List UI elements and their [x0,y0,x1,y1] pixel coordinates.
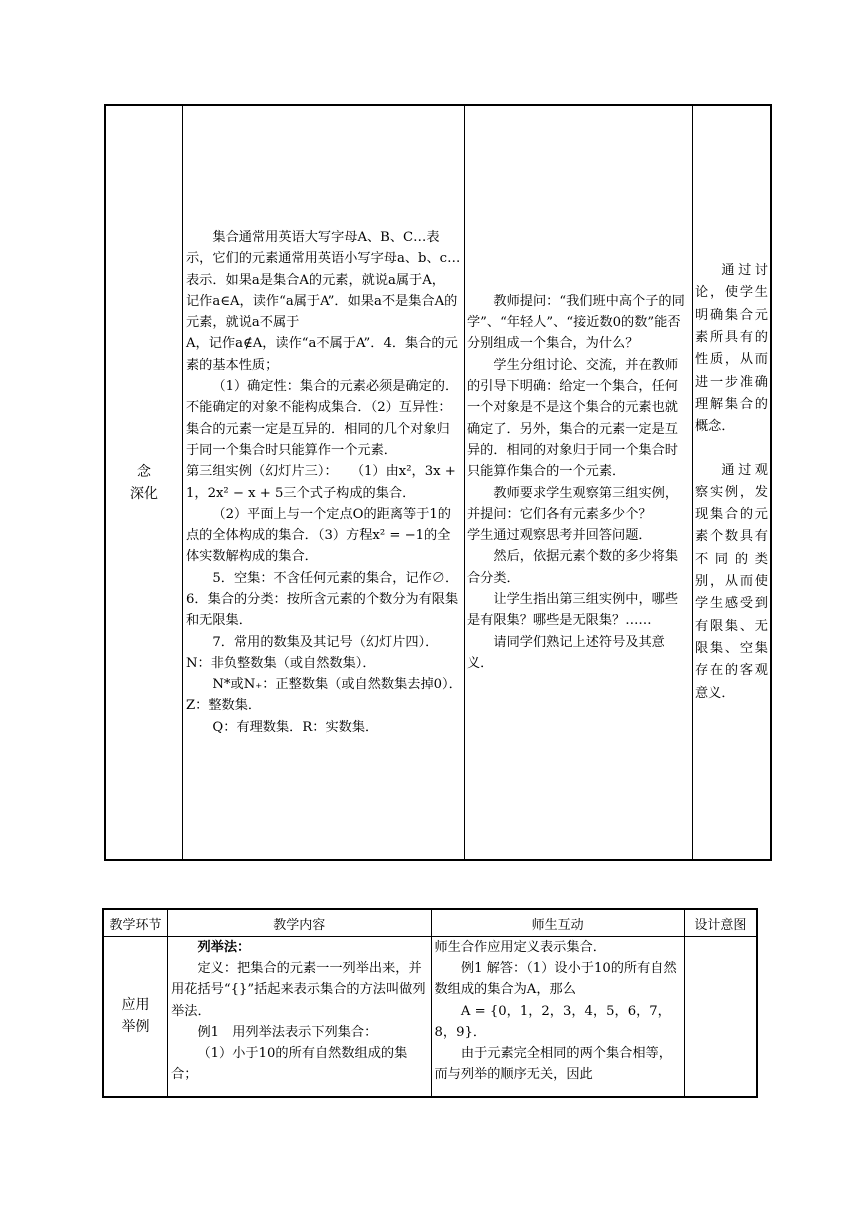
header-interaction: 师生互动 [431,909,684,937]
interaction-para: 师生合作应用定义表示集合． [434,940,606,955]
teacher-student-interaction-cell [431,937,684,1097]
content-para: 记作a∈A，读作“a属于A”．如果a不是集合A的元素，就说a不属于 [186,293,458,331]
interaction-para: 例1 解答：（1）设小于10的所有自然数组成的集合为A，那么 [434,961,677,998]
interaction-para: 然后，依据元素个数的多少将集合分类． [467,549,679,586]
interaction-para: A = {0，1，2，3，4，5，6，7，8，9}． [434,1003,671,1040]
design-para: 通过观察实例，发现集合的元素个数具有不同的类别，从而使学生感受到有限集、无限集、空集存在的客观意义． [695,462,768,701]
header-content: 教学内容 [168,909,431,937]
content-para: 定义：把集合的元素一一列举出来，并用花括号“{}”括起来表示集合的方法叫做列举法． [171,961,426,1019]
header-stage: 教学环节 [103,909,168,937]
interaction-para: 由于元素完全相同的两个集合相等，而与列举的顺序无关，因此 [434,1046,672,1083]
content-para: A，记作a∉A，读作“a不属于A”．4．集合的元素的基本性质； [186,336,458,373]
stage-label-1: 应用 [121,997,150,1014]
content-para: 集合通常用英语大写字母A、B、C…表示，它们的元素通常用英语小写字母a、b、c…表示．如果a是集合A的元素，就说a属于A， [186,229,461,288]
stage-cell [105,105,183,860]
content-para: Q：有理数集．R：实数集． [212,719,379,735]
teacher-student-interaction-cell [465,105,693,860]
stage-label-2: 举例 [121,1019,150,1036]
interaction-para: 学生分组讨论、交流，并在教师的引导下明确：给定一个集合，任何一个对象是不是这个集合的元素也就确定了．另外，集合的元素一定是互异的．相同的对象归于同一个集合时只能算作集合的一个元素． [467,357,679,480]
content-para: （1）小于10的所有自然数组成的集合； [171,1046,408,1083]
lesson-table-2 [102,908,758,1098]
interaction-para: 教师提问：“我们班中高个子的同学”、“年轻人”、“接近数0的数”能否分别组成一个集合，为什么？ [467,293,685,352]
design-intent-cell [684,937,757,1097]
interaction-para: 请同学们熟记上述符号及其意义． [467,634,665,671]
teaching-content-cell [183,105,465,860]
content-para: 7．常用的数集及其记号（幻灯片四）．N：非负整数集（或自然数集）． [186,634,439,671]
stage-label-2: 深化 [130,485,158,502]
interaction-para: 教师要求学生观察第三组实例，并提问：它们各有元素多少个？ 学生通过观察思考并回答问题． [467,485,679,544]
stage-cell [103,937,168,1097]
design-para: 通过讨论，使学生明确集合元素所具有的性质，从而进一步准确理解集合的概念． [695,263,768,435]
header-design: 设计意图 [684,909,757,937]
method-title: 列举法： [197,940,251,955]
stage-label-1: 念 [137,463,151,480]
content-para: （2）平面上与一个定点O的距离等于1的点的全体构成的集合．（3）方程x² = −1的全体实数解构成的集合． [186,506,451,565]
content-para: 5．空集：不含任何元素的集合，记作∅．6．集合的分类：按所含元素的个数分为有限集和无限集． [186,570,459,629]
teaching-content-cell [168,937,431,1097]
lesson-table-1 [104,104,772,861]
content-para: 第三组实例（幻灯片三）： （1）由x²，3x + 1，2x² − x + 5三个式子构成的集合． [186,464,456,501]
content-para: （1）确定性：集合的元素必须是确定的．不能确定的对象不能构成集合．（2）互异性：集合的元素一定是互异的．相同的几个对象归于同一个集合时只能算作一个元素． [186,379,459,458]
content-para: N*或N₊：正整数集（或自然数集去掉0）．Z：整数集． [186,677,462,714]
design-intent-cell [693,105,772,860]
content-para: 例1 用列举法表示下列集合： [197,1024,378,1040]
interaction-para: 让学生指出第三组实例中，哪些是有限集？哪些是无限集？…… [467,591,679,629]
